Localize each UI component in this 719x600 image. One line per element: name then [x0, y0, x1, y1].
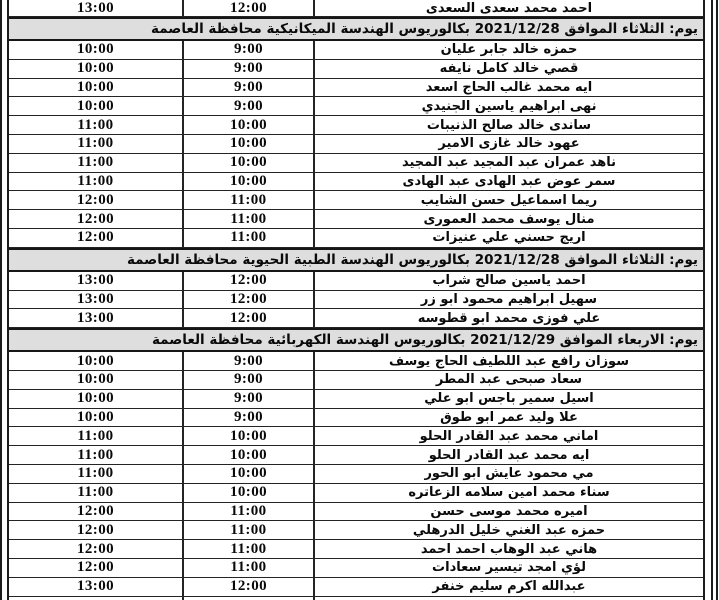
start-time-cell	[184, 41, 315, 59]
candidate-name-cell	[315, 291, 703, 309]
candidate-name-cell	[315, 173, 703, 191]
candidate-name-cell	[315, 540, 703, 558]
schedule-row	[9, 191, 703, 210]
candidate-name-cell	[315, 578, 703, 596]
end-time-cell	[9, 272, 184, 290]
candidate-name-cell-text: ايه محمد عبد القادر الحلو	[428, 447, 590, 463]
candidate-name-cell-text: عهود خالد غازى الامير	[438, 136, 580, 152]
start-time-cell-text: 9:00	[233, 60, 264, 77]
end-time-cell	[9, 41, 184, 59]
end-time-cell	[9, 191, 184, 209]
end-time-cell	[9, 427, 184, 445]
start-time-cell-text: 9:00	[233, 78, 264, 95]
section-day-header	[9, 248, 703, 272]
start-time-cell	[184, 371, 315, 389]
schedule-row	[9, 135, 703, 154]
end-time-cell	[9, 597, 184, 600]
schedule-row	[9, 427, 703, 446]
end-time-cell	[9, 116, 184, 134]
candidate-name-cell	[315, 60, 703, 78]
start-time-cell	[184, 173, 315, 191]
end-time-cell-text: 11:00	[77, 154, 114, 171]
candidate-name-cell-text: ريما اسماعيل حسن الشايب	[420, 192, 598, 208]
schedule-row	[9, 41, 703, 60]
candidate-name-cell-text: سناء محمد امين سلامه الزعاتره	[408, 485, 610, 501]
start-time-cell-text: 12:00	[230, 0, 267, 16]
end-time-cell	[9, 210, 184, 228]
start-time-cell-text: 11:00	[230, 540, 267, 557]
end-time-cell	[9, 0, 184, 16]
end-time-cell-text: 11:00	[77, 172, 114, 189]
schedule-row	[9, 559, 703, 578]
end-time-cell	[9, 97, 184, 115]
start-time-cell-text: 11:00	[230, 210, 267, 227]
end-time-cell	[9, 371, 184, 389]
start-time-cell-text: 12:00	[230, 309, 267, 326]
schedule-row	[9, 0, 703, 17]
candidate-name-cell	[315, 79, 703, 97]
end-time-cell	[9, 540, 184, 558]
end-time-cell-text: 13:00	[77, 272, 114, 289]
start-time-cell	[184, 390, 315, 408]
candidate-name-cell	[315, 210, 703, 228]
candidate-name-cell-text: ناهد عمران عبد المجيد عبد المجيد	[401, 155, 617, 171]
schedule-row	[9, 272, 703, 291]
schedule-row	[9, 309, 703, 328]
schedule-row	[9, 597, 703, 600]
page-right-border-line-outer	[716, 0, 719, 600]
candidate-name-cell-text: مي محمود عايش ابو الحور	[424, 466, 594, 482]
end-time-cell-text: 12:00	[77, 559, 114, 576]
schedule-row	[9, 291, 703, 310]
start-time-cell-text: 9:00	[233, 97, 264, 114]
start-time-cell-text: 11:00	[230, 502, 267, 519]
candidate-name-cell-text: اسيل سمير باجس ابو علي	[424, 391, 594, 407]
end-time-cell-text: 13:00	[77, 0, 114, 16]
candidate-name-cell	[315, 409, 703, 427]
candidate-name-cell	[315, 97, 703, 115]
candidate-name-cell-text: احمد محمد سعدى السعدى	[425, 0, 593, 16]
start-time-cell	[184, 465, 315, 483]
section-day-header	[9, 328, 703, 352]
schedule-row	[9, 116, 703, 135]
end-time-cell	[9, 173, 184, 191]
start-time-cell-text: 9:00	[233, 390, 264, 407]
end-time-cell-text: 11:00	[77, 446, 114, 463]
start-time-cell	[184, 503, 315, 521]
candidate-name-cell	[315, 154, 703, 172]
end-time-cell-text: 12:00	[77, 521, 114, 538]
start-time-cell-text: 10:00	[230, 135, 267, 152]
end-time-cell-text: 12:00	[77, 540, 114, 557]
candidate-name-cell-text: اميره محمد موسى حسن	[430, 503, 588, 519]
end-time-cell-text: 10:00	[77, 371, 114, 388]
start-time-cell	[184, 309, 315, 327]
end-time-cell	[9, 559, 184, 577]
end-time-cell	[9, 229, 184, 247]
end-time-cell-text: 11:00	[77, 465, 114, 482]
start-time-cell	[184, 60, 315, 78]
end-time-cell-text: 12:00	[77, 229, 114, 246]
end-time-cell-text: 10:00	[77, 390, 114, 407]
end-time-cell-text: 11:00	[77, 484, 114, 501]
candidate-name-cell	[315, 135, 703, 153]
start-time-cell	[184, 191, 315, 209]
start-time-cell-text: 10:00	[230, 154, 267, 171]
schedule-row	[9, 390, 703, 409]
candidate-name-cell-text: ساندى خالد صالح الذنيبات	[426, 117, 592, 133]
schedule-row	[9, 503, 703, 522]
end-time-cell	[9, 503, 184, 521]
end-time-cell	[9, 352, 184, 370]
section-day-header-text: يوم: الثلاثاء الموافق 2021/12/28 بكالوريوس الهندسة الطبية الحيوية محافظة العاصمة	[126, 251, 698, 268]
start-time-cell	[184, 154, 315, 172]
start-time-cell	[184, 484, 315, 502]
start-time-cell	[184, 540, 315, 558]
start-time-cell	[184, 521, 315, 539]
candidate-name-cell-text: قصي خالد كامل نايفه	[439, 61, 579, 77]
end-time-cell-text: 10:00	[77, 97, 114, 114]
start-time-cell-text: 10:00	[230, 116, 267, 133]
end-time-cell-text: 12:00	[77, 210, 114, 227]
end-time-cell	[9, 154, 184, 172]
end-time-cell	[9, 521, 184, 539]
candidate-name-cell-text: عبدالله اكرم سليم خنفر	[432, 579, 586, 595]
candidate-name-cell-text: علا وليد عمر ابو طوق	[440, 409, 578, 425]
candidate-name-cell-text: نهى ابراهيم ياسين الجنيدي	[421, 98, 597, 114]
start-time-cell-text: 12:00	[230, 290, 267, 307]
end-time-cell	[9, 409, 184, 427]
schedule-row	[9, 465, 703, 484]
end-time-cell	[9, 465, 184, 483]
end-time-cell-text: 10:00	[77, 60, 114, 77]
candidate-name-cell	[315, 597, 703, 600]
candidate-name-cell	[315, 559, 703, 577]
schedule-row	[9, 578, 703, 597]
candidate-name-cell	[315, 116, 703, 134]
candidate-name-cell-text: علي فوزى محمد ابو قطوسه	[417, 310, 601, 326]
start-time-cell	[184, 210, 315, 228]
start-time-cell	[184, 135, 315, 153]
start-time-cell-text: 10:00	[230, 427, 267, 444]
candidate-name-cell-text: حمزه خالد جابر عليان	[440, 42, 578, 58]
end-time-cell-text: 11:00	[77, 116, 114, 133]
start-time-cell-text: 11:00	[230, 191, 267, 208]
candidate-name-cell	[315, 352, 703, 370]
candidate-name-cell	[315, 41, 703, 59]
schedule-row	[9, 352, 703, 371]
end-time-cell-text: 12:00	[77, 191, 114, 208]
candidate-name-cell	[315, 371, 703, 389]
start-time-cell	[184, 559, 315, 577]
candidate-name-cell-text: حمزه عبد الغني خليل الدرهلي	[412, 522, 606, 538]
schedule-row	[9, 371, 703, 390]
end-time-cell-text: 10:00	[77, 78, 114, 95]
schedule-row	[9, 210, 703, 229]
candidate-name-cell-text: منال يوسف محمد العمورى	[423, 211, 595, 227]
candidate-name-cell	[315, 191, 703, 209]
schedule-row	[9, 521, 703, 540]
candidate-name-cell-text: هاني عبد الوهاب احمد احمد	[420, 541, 598, 557]
start-time-cell	[184, 116, 315, 134]
schedule-row	[9, 79, 703, 98]
section-day-header	[9, 17, 703, 41]
schedule-row	[9, 409, 703, 428]
candidate-name-cell	[315, 309, 703, 327]
end-time-cell	[9, 309, 184, 327]
start-time-cell-text: 12:00	[230, 578, 267, 595]
candidate-name-cell	[315, 390, 703, 408]
start-time-cell	[184, 446, 315, 464]
start-time-cell-text: 12:00	[230, 272, 267, 289]
end-time-cell	[9, 291, 184, 309]
end-time-cell-text: 11:00	[77, 427, 114, 444]
candidate-name-cell-text: اريج حسني علي عنيزات	[432, 230, 586, 246]
page-left-border-line	[0, 0, 2, 600]
section-day-header-text: يوم: الاربعاء الموافق 2021/12/29 بكالوريوس الهندسة الكهربائية محافظة العاصمة	[151, 332, 698, 349]
end-time-cell-text: 13:00	[77, 290, 114, 307]
candidate-name-cell	[315, 272, 703, 290]
schedule-row	[9, 229, 703, 248]
schedule-row	[9, 97, 703, 116]
end-time-cell	[9, 135, 184, 153]
start-time-cell-text: 9:00	[233, 352, 264, 369]
end-time-cell-text: 11:00	[77, 135, 114, 152]
candidate-name-cell-text: لؤي امجد تيسير سعادات	[432, 560, 586, 576]
start-time-cell-text: 11:00	[230, 229, 267, 246]
schedule-row	[9, 60, 703, 79]
start-time-cell	[184, 578, 315, 596]
schedule-row	[9, 173, 703, 192]
end-time-cell-text: 13:00	[77, 578, 114, 595]
start-time-cell-text: 9:00	[233, 41, 264, 58]
end-time-cell-text: 10:00	[77, 408, 114, 425]
end-time-cell-text: 12:00	[77, 502, 114, 519]
start-time-cell	[184, 229, 315, 247]
page-right-border-line-inner	[711, 0, 713, 600]
section-day-header-text: يوم: الثلاثاء الموافق 2021/12/28 بكالوريوس الهندسة الميكانيكية محافظة العاصمة	[151, 21, 698, 37]
candidate-name-cell-text: اماني محمد عبد القادر الحلو	[419, 428, 599, 444]
candidate-name-cell	[315, 465, 703, 483]
candidate-name-cell-text: ايه محمد غالب الحاج اسعد	[425, 79, 593, 95]
start-time-cell-text: 11:00	[230, 521, 267, 538]
candidate-name-cell	[315, 229, 703, 247]
schedule-row	[9, 154, 703, 173]
end-time-cell	[9, 390, 184, 408]
start-time-cell-text: 10:00	[230, 484, 267, 501]
schedule-row	[9, 484, 703, 503]
start-time-cell-text: 9:00	[233, 371, 264, 388]
start-time-cell	[184, 97, 315, 115]
end-time-cell	[9, 446, 184, 464]
start-time-cell-text: 10:00	[230, 465, 267, 482]
start-time-cell	[184, 0, 315, 16]
candidate-name-cell	[315, 427, 703, 445]
schedule-row	[9, 540, 703, 559]
start-time-cell	[184, 272, 315, 290]
candidate-name-cell	[315, 446, 703, 464]
candidate-name-cell-text: سمر عوض عبد الهادى عبد الهادى	[402, 173, 616, 189]
schedule-row	[9, 446, 703, 465]
candidate-name-cell	[315, 484, 703, 502]
candidate-name-cell-text: سعاد صبحى عبد المطر	[435, 372, 583, 388]
start-time-cell	[184, 409, 315, 427]
start-time-cell-text: 11:00	[230, 559, 267, 576]
start-time-cell-text: 9:00	[233, 408, 264, 425]
start-time-cell-text: 10:00	[230, 172, 267, 189]
start-time-cell-text: 10:00	[230, 446, 267, 463]
candidate-name-cell-text: احمد ياسين صالح شراب	[432, 273, 586, 289]
candidate-name-cell-text: سهيل ابراهيم محمود ابو زر	[420, 291, 598, 307]
end-time-cell	[9, 79, 184, 97]
candidate-name-cell	[315, 503, 703, 521]
end-time-cell-text: 10:00	[77, 41, 114, 58]
start-time-cell	[184, 597, 315, 600]
start-time-cell	[184, 79, 315, 97]
start-time-cell	[184, 291, 315, 309]
candidate-name-cell	[315, 0, 703, 16]
candidate-name-cell	[315, 521, 703, 539]
candidate-name-cell-text: سوزان رافع عبد اللطيف الحاج يوسف	[389, 353, 629, 369]
end-time-cell	[9, 484, 184, 502]
end-time-cell-text: 13:00	[77, 309, 114, 326]
end-time-cell	[9, 60, 184, 78]
end-time-cell-text: 10:00	[77, 352, 114, 369]
start-time-cell	[184, 352, 315, 370]
start-time-cell	[184, 427, 315, 445]
exam-schedule-table	[7, 0, 705, 600]
end-time-cell	[9, 578, 184, 596]
